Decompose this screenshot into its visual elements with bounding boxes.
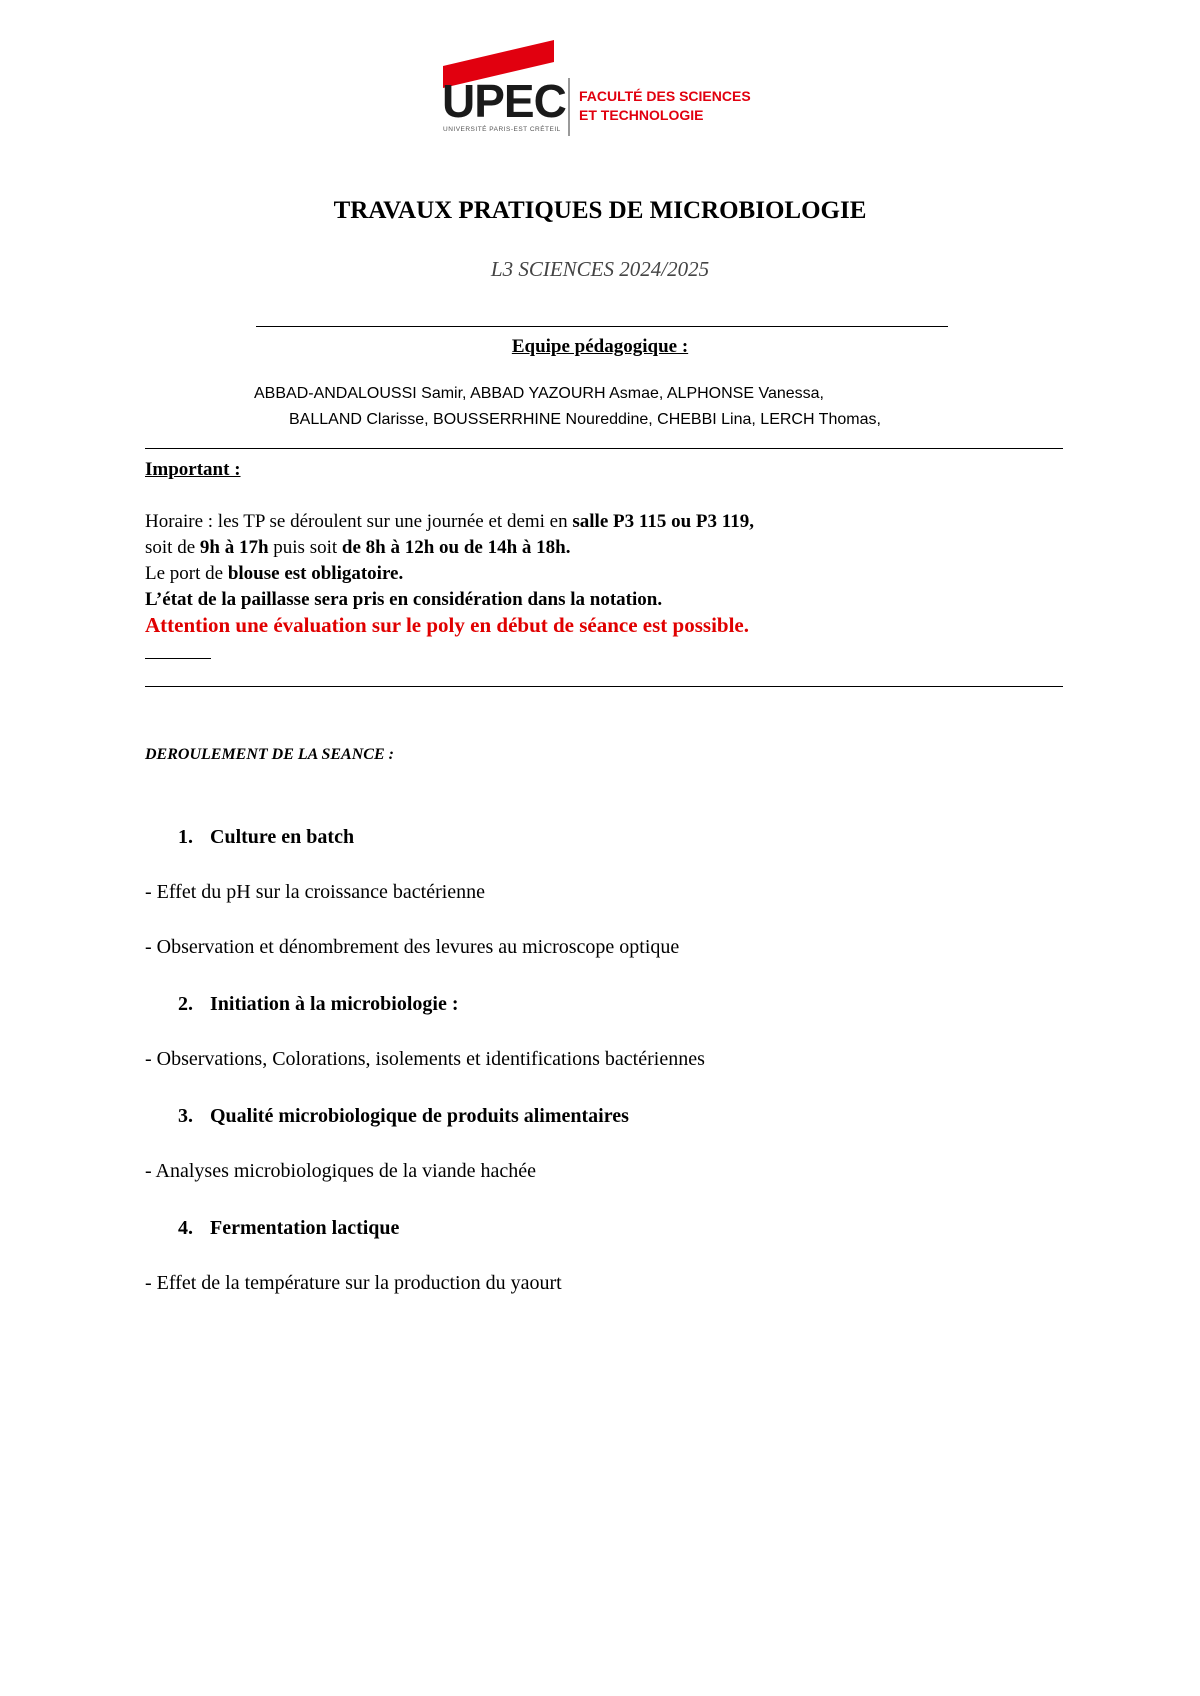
faculty-line-1: FACULTÉ DES SCIENCES [579, 88, 751, 104]
important-heading: Important : [145, 459, 241, 480]
divider-important-top [145, 448, 1063, 449]
section-2-title [178, 991, 459, 1017]
hours-text-b: 9h à 17h [199, 537, 269, 558]
faculty-name [579, 87, 751, 125]
divider-top [256, 326, 948, 327]
evaluation-warning: Attention une évaluation sur le poly en début de séance est possible. [145, 613, 749, 637]
logo-divider [568, 78, 570, 136]
section-4-label: Fermentation lactique [210, 1217, 400, 1239]
schedule-line [145, 510, 754, 534]
document-title: TRAVAUX PRATIQUES DE MICROBIOLOGIE [333, 197, 867, 224]
upec-logo: UPEC [442, 75, 566, 127]
hours-text-c: puis soit [268, 537, 342, 558]
section-4-number: 4. [178, 1217, 193, 1239]
bench-note: L’état de la paillasse sera pris en considération dans la notation. [145, 589, 663, 610]
team-members-line-1: ABBAD-ANDALOUSSI Samir, ABBAD YAZOURH Asmae, ALPHONSE Vanessa, [254, 385, 824, 402]
team-members-line-2: BALLAND Clarisse, BOUSSERRHINE Noureddine, CHEBBI Lina, LERCH Thomas, [289, 411, 881, 428]
section-1-title [178, 824, 354, 850]
seance-heading: DEROULEMENT DE LA SEANCE : [145, 746, 394, 763]
section-3-title [178, 1103, 629, 1129]
document-subtitle: L3 SCIENCES 2024/2025 [490, 257, 710, 281]
section-3-number: 3. [178, 1105, 193, 1127]
section-4-title [178, 1215, 399, 1241]
hours-line [145, 536, 571, 560]
coat-text-a: Le port de [145, 563, 228, 584]
section-1-label: Culture en batch [210, 826, 355, 848]
section-3-bullet-1: - Analyses microbiologiques de la viande hachée [145, 1160, 536, 1182]
schedule-text: Horaire : les TP se déroulent sur une journée et demi en [145, 511, 573, 532]
section-4-bullet-1: - Effet de la température sur la production du yaourt [145, 1272, 562, 1294]
short-underline [145, 658, 211, 659]
section-1-bullet-2: - Observation et dénombrement des levures au microscope optique [145, 936, 680, 958]
section-1-number: 1. [178, 826, 193, 848]
room-text: salle P3 115 ou P3 119, [572, 511, 754, 532]
coat-text-b: blouse est obligatoire. [227, 563, 404, 584]
section-1-bullet-1: - Effet du pH sur la croissance bactérienne [145, 881, 486, 903]
coat-line [145, 562, 403, 586]
hours-text-a: soit de [145, 537, 200, 558]
section-2-number: 2. [178, 993, 193, 1015]
upec-logo-subtext: UNIVERSITÉ PARIS-EST CRÉTEIL [443, 126, 561, 133]
team-heading: Equipe pédagogique : [511, 336, 689, 357]
hours-text-d: de 8h à 12h ou de 14h à 18h. [341, 537, 571, 558]
section-2-bullet-1: - Observations, Colorations, isolements et identifications bactériennes [145, 1048, 705, 1070]
section-2-label: Initiation à la microbiologie : [210, 993, 459, 1015]
divider-important-bottom [145, 686, 1063, 687]
faculty-line-2: ET TECHNOLOGIE [579, 107, 704, 123]
section-3-label: Qualité microbiologique de produits alimentaires [210, 1105, 629, 1127]
